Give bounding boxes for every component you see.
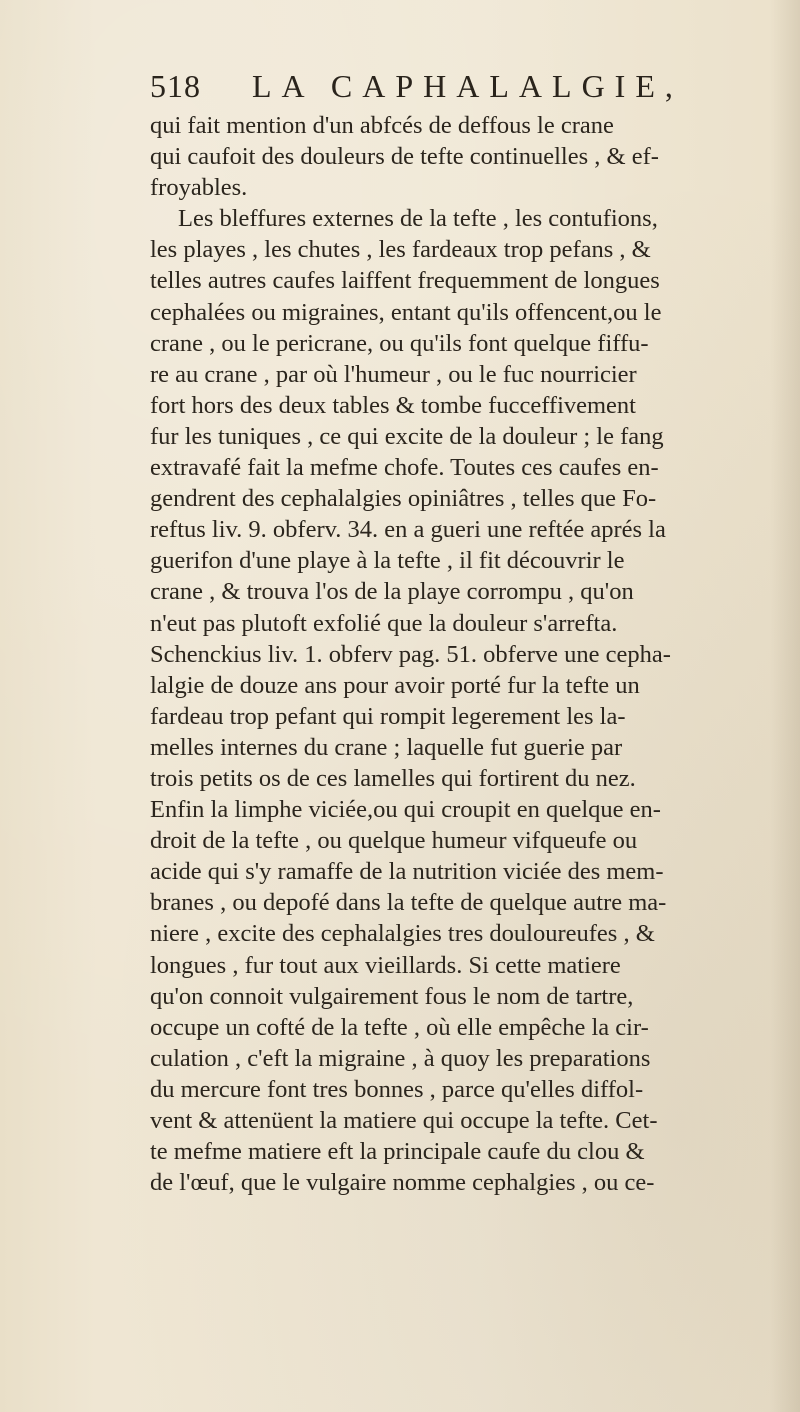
- text-line: branes , ou depofé dans la tefte de quelque autre ma-: [150, 889, 667, 917]
- page-number: 518: [150, 68, 201, 104]
- page-header: [150, 68, 683, 110]
- text-line: guerifon d'une playe à la tefte , il fit découvrir le: [150, 547, 625, 575]
- text-line: fur les tuniques , ce qui excite de la douleur ; le fang: [150, 422, 664, 450]
- text-line: telles autres caufes laiffent frequemment de longues: [150, 267, 660, 295]
- text-line: acide qui s'y ramaffe de la nutrition viciée des mem-: [150, 858, 664, 886]
- text-line: extravafé fait la mefme chofe. Toutes ces caufes en-: [150, 454, 659, 482]
- text-line: Enfin la limphe viciée,ou qui croupit en quelque en-: [150, 796, 661, 824]
- text-line: n'eut pas plutoft exfolié que la douleur s'arrefta.: [150, 609, 618, 637]
- text-line: crane , ou le pericrane, ou qu'ils font quelque fiffu-: [150, 329, 649, 357]
- text-line: trois petits os de ces lamelles qui fortirent du nez.: [150, 764, 636, 792]
- text-line: longues , fur tout aux vieillards. Si cette matiere: [150, 951, 621, 979]
- body-text: [150, 110, 790, 1198]
- text-line: re au crane , par où l'humeur , ou le fuc nourricier: [150, 360, 637, 388]
- text-line: vent & attenüent la matiere qui occupe la tefte. Cet-: [150, 1107, 658, 1134]
- text-line: lalgie de douze ans pour avoir porté fur la tefte un: [150, 671, 640, 699]
- text-line: du mercure font tres bonnes , parce qu'elles diffol-: [150, 1075, 644, 1103]
- text-line: melles internes du crane ; laquelle fut guerie par: [150, 733, 623, 761]
- text-line: te mefme matiere eft la principale caufe du clou &: [150, 1138, 645, 1166]
- text-line: cephalées ou migraines, entant qu'ils offencent,ou le: [150, 298, 662, 326]
- text-line: de l'œuf, que le vulgaire nomme cephalgies , ou ce-: [150, 1169, 655, 1197]
- text-line: fort hors des deux tables & tombe fucceffivement: [150, 391, 636, 419]
- text-line: qui fait mention d'un abfcés de deffous le crane: [150, 112, 614, 139]
- text-line: qu'on connoit vulgairement fous le nom de tartre,: [150, 982, 634, 1010]
- text-line: qui caufoit des douleurs de tefte continuelles , & ef-: [150, 143, 659, 171]
- text-line: niere , excite des cephalalgies tres douloureufes , &: [150, 920, 655, 948]
- text-line: fardeau trop pefant qui rompit legerement les la-: [150, 702, 626, 730]
- text-line: Schenckius liv. 1. obferv pag. 51. obferve une cepha-: [150, 640, 671, 668]
- text-line: les playes , les chutes , les fardeaux trop pefans , &: [150, 236, 651, 264]
- text-line: occupe un cofté de la tefte , où elle empêche la cir-: [150, 1013, 649, 1041]
- text-line: froyables.: [150, 174, 248, 202]
- running-title: LA CAPHALALGIE,: [252, 68, 683, 104]
- text-line: culation , c'eft la migraine , à quoy les preparations: [150, 1044, 651, 1072]
- text-line: gendrent des cephalalgies opiniâtres , telles que Fo-: [150, 485, 657, 513]
- text-line: crane , & trouva l'os de la playe corrompu , qu'on: [150, 578, 634, 606]
- text-line: reftus liv. 9. obferv. 34. en a gueri une reftée aprés la: [150, 516, 666, 544]
- text-line: droit de la tefte , ou quelque humeur vifqueufe ou: [150, 827, 638, 855]
- text-line: Les bleffures externes de la tefte , les contufions,: [178, 205, 658, 233]
